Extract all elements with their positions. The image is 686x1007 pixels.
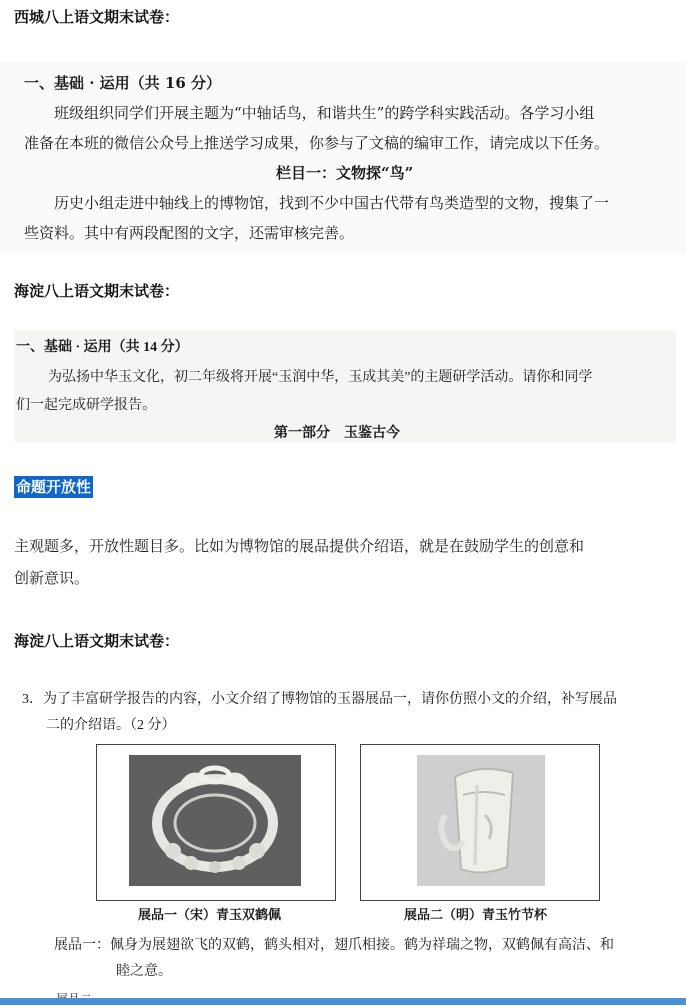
exhibit-2-caption: 展品二（明）青玉竹节杯 [404, 908, 548, 923]
haidian-exam-excerpt-1 [14, 330, 676, 442]
xicheng-paragraph-2b: 些资料。其中有两段配图的文字，还需审核完善。 [24, 224, 355, 242]
haidian-paragraph-b: 们一起完成研学报告。 [16, 398, 156, 413]
exhibit-1-intro-b: 睦之意。 [116, 963, 172, 979]
openness-line-2: 创新意识。 [14, 569, 90, 587]
exhibit-2-photo [417, 755, 545, 886]
openness-line-1: 主观题多，开放性题目多。比如为博物馆的展品提供介绍语，就是在鼓励学生的创意和 [14, 537, 585, 555]
question-3-line-2: 二的介绍语。（2 分） [46, 718, 176, 733]
question-3-line-1: 3．为了丰富研学报告的内容，小文介绍了博物馆的玉器展品一，请你仿照小文的介绍，补写展品 [22, 692, 617, 707]
xicheng-part-heading: 一、基础 · 运用（共 16 分） [24, 74, 221, 92]
bamboo-cup-image [417, 755, 545, 886]
haidian-paragraph-a: 为弘扬中华玉文化，初二年级将开展“玉润中华，玉成其美”的主题研学活动。请你和同学 [48, 370, 593, 385]
section-title-xicheng: 西城八上语文期末试卷： [14, 8, 180, 26]
xicheng-paragraph-1b: 准备在本班的微信公众号上推送学习成果，你参与了文稿的编审工作，请完成以下任务。 [24, 134, 610, 152]
exhibit-1-frame [96, 744, 336, 901]
double-crane-pendant-image [129, 755, 301, 886]
exhibit-1-photo [129, 755, 301, 886]
section-title-haidian-1: 海淀八上语文期末试卷： [14, 282, 180, 300]
exhibit-1-intro-a: 展品一：佩身为展翅欲飞的双鹤，鹤头相对，翅爪相接。鹤为祥瑞之物，双鹤佩有高洁、和 [54, 937, 614, 953]
haidian-exam-excerpt-2 [0, 676, 686, 998]
section-title-haidian-2: 海淀八上语文期末试卷： [14, 632, 180, 650]
exhibit-1-caption: 展品一（宋）青玉双鹤佩 [138, 908, 282, 923]
haidian-part-title: 第一部分 玉鉴古今 [274, 426, 400, 441]
exhibit-2-frame [360, 744, 600, 901]
haidian-part-heading: 一、基础 · 运用（共 14 分） [16, 340, 189, 355]
xicheng-exam-excerpt [0, 62, 686, 254]
xicheng-paragraph-1a: 班级组织同学们开展主题为“中轴话鸟，和谐共生”的跨学科实践活动。各学习小组 [54, 104, 595, 122]
openness-badge: 命题开放性 [16, 478, 92, 496]
window-bottom-edge [0, 998, 686, 1005]
xicheng-column-title: 栏目一：文物探“鸟” [276, 164, 414, 182]
xicheng-paragraph-2a: 历史小组走进中轴线上的博物馆，找到不少中国古代带有鸟类造型的文物，搜集了一 [54, 194, 610, 212]
openness-paragraph [14, 530, 680, 594]
